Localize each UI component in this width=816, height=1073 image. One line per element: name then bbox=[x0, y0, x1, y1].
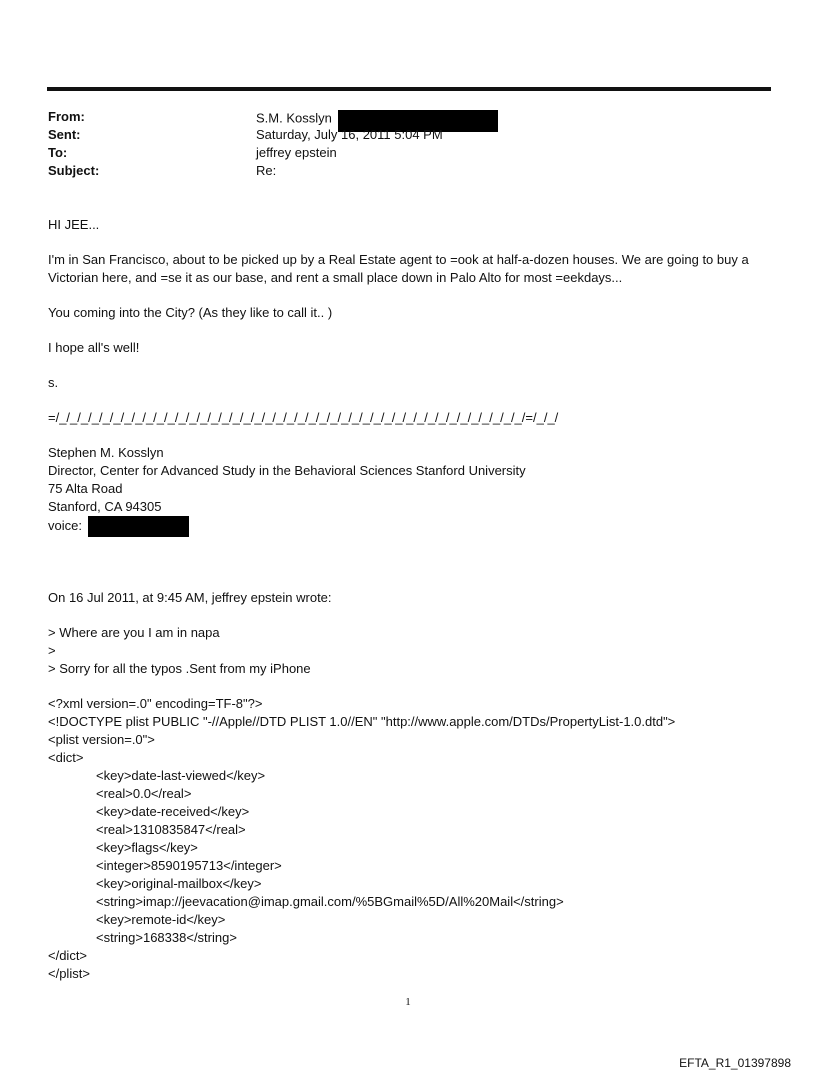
page-number: 1 bbox=[405, 996, 411, 1008]
email-header bbox=[48, 108, 748, 180]
subject-label: Subject: bbox=[48, 163, 100, 178]
plist-entry: <string>imap://jeevacation@imap.gmail.com/%5BGmail%5D/All%20Mail</string> bbox=[96, 894, 564, 909]
header-rule bbox=[47, 87, 771, 91]
plist-open: <plist version=.0"> bbox=[48, 732, 155, 747]
subject-value: Re: bbox=[256, 163, 277, 178]
plist-doctype: <!DOCTYPE plist PUBLIC "-//Apple//DTD PLIST 1.0//EN" "http://www.apple.com/DTDs/PropertyList-1.0.dtd"> bbox=[48, 714, 676, 729]
redaction-box bbox=[88, 516, 189, 537]
signature-title: Director, Center for Advanced Study in the Behavioral Sciences Stanford University bbox=[48, 463, 526, 478]
to-label: To: bbox=[48, 145, 68, 160]
signature-block bbox=[48, 444, 776, 537]
voice-label: voice: bbox=[48, 517, 82, 533]
plist-entry: <string>168338</string> bbox=[96, 930, 237, 945]
plist-entry: <key>date-last-viewed</key> bbox=[96, 768, 266, 783]
quoted-line-1: > Where are you I am in napa bbox=[48, 625, 220, 640]
quoted-line-3: > Sorry for all the typos .Sent from my iPhone bbox=[48, 661, 311, 676]
from-row bbox=[48, 108, 748, 126]
separator-line: =/_/_/_/_/_/_/_/_/_/_/_/_/_/_/_/_/_/_/_/_/_/_/_/_/_/_/_/_/_/_/_/_/_/_/_/_/_/_/_/_/_/_/_/=/_/_/ bbox=[48, 410, 559, 425]
sent-value: Saturday, July 16, 2011 5:04 PM bbox=[256, 127, 443, 142]
quoted-intro: On 16 Jul 2011, at 9:45 AM, jeffrey epstein wrote: bbox=[48, 590, 332, 605]
document-id: EFTA_R1_01397898 bbox=[679, 1056, 791, 1070]
sent-label: Sent: bbox=[48, 127, 81, 142]
from-name: S.M. Kosslyn bbox=[256, 110, 332, 126]
plist-entry: <key>remote-id</key> bbox=[96, 912, 226, 927]
from-label: From: bbox=[48, 109, 85, 124]
sent-row bbox=[48, 126, 748, 144]
quoted-line-2: > bbox=[48, 643, 56, 658]
body-paragraph-3: I hope all's well! bbox=[48, 340, 140, 355]
plist-entry: <integer>8590195713</integer> bbox=[96, 858, 282, 873]
plist-block bbox=[48, 695, 776, 983]
email-body bbox=[48, 216, 776, 983]
signature-name: Stephen M. Kosslyn bbox=[48, 445, 164, 460]
plist-close: </plist> bbox=[48, 966, 90, 981]
plist-dict-close: </dict> bbox=[48, 948, 88, 963]
body-paragraph-1: I'm in San Francisco, about to be picked up by a Real Estate agent to =ook at half-a-dozen houses. We are going to buy a Victorian here, and =se it as our base, and rent a small place down in Palo Alto for most =eekdays... bbox=[48, 252, 753, 285]
greeting: HI JEE... bbox=[48, 217, 100, 232]
to-value: jeffrey epstein bbox=[256, 145, 337, 160]
plist-entry: <key>date-received</key> bbox=[96, 804, 250, 819]
body-paragraph-2: You coming into the City? (As they like to call it.. ) bbox=[48, 305, 333, 320]
signature-voice bbox=[48, 516, 776, 537]
plist-entry: <real>1310835847</real> bbox=[96, 822, 246, 837]
signature-address-2: Stanford, CA 94305 bbox=[48, 499, 162, 514]
initial: s. bbox=[48, 375, 59, 390]
plist-entry: <key>original-mailbox</key> bbox=[96, 876, 262, 891]
plist-xml-decl: <?xml version=.0" encoding=TF-8"?> bbox=[48, 696, 263, 711]
signature-address-1: 75 Alta Road bbox=[48, 481, 123, 496]
plist-entry: <real>0.0</real> bbox=[96, 786, 192, 801]
plist-entry: <key>flags</key> bbox=[96, 840, 198, 855]
to-row bbox=[48, 144, 748, 162]
subject-row bbox=[48, 162, 748, 180]
plist-dict-open: <dict> bbox=[48, 750, 84, 765]
